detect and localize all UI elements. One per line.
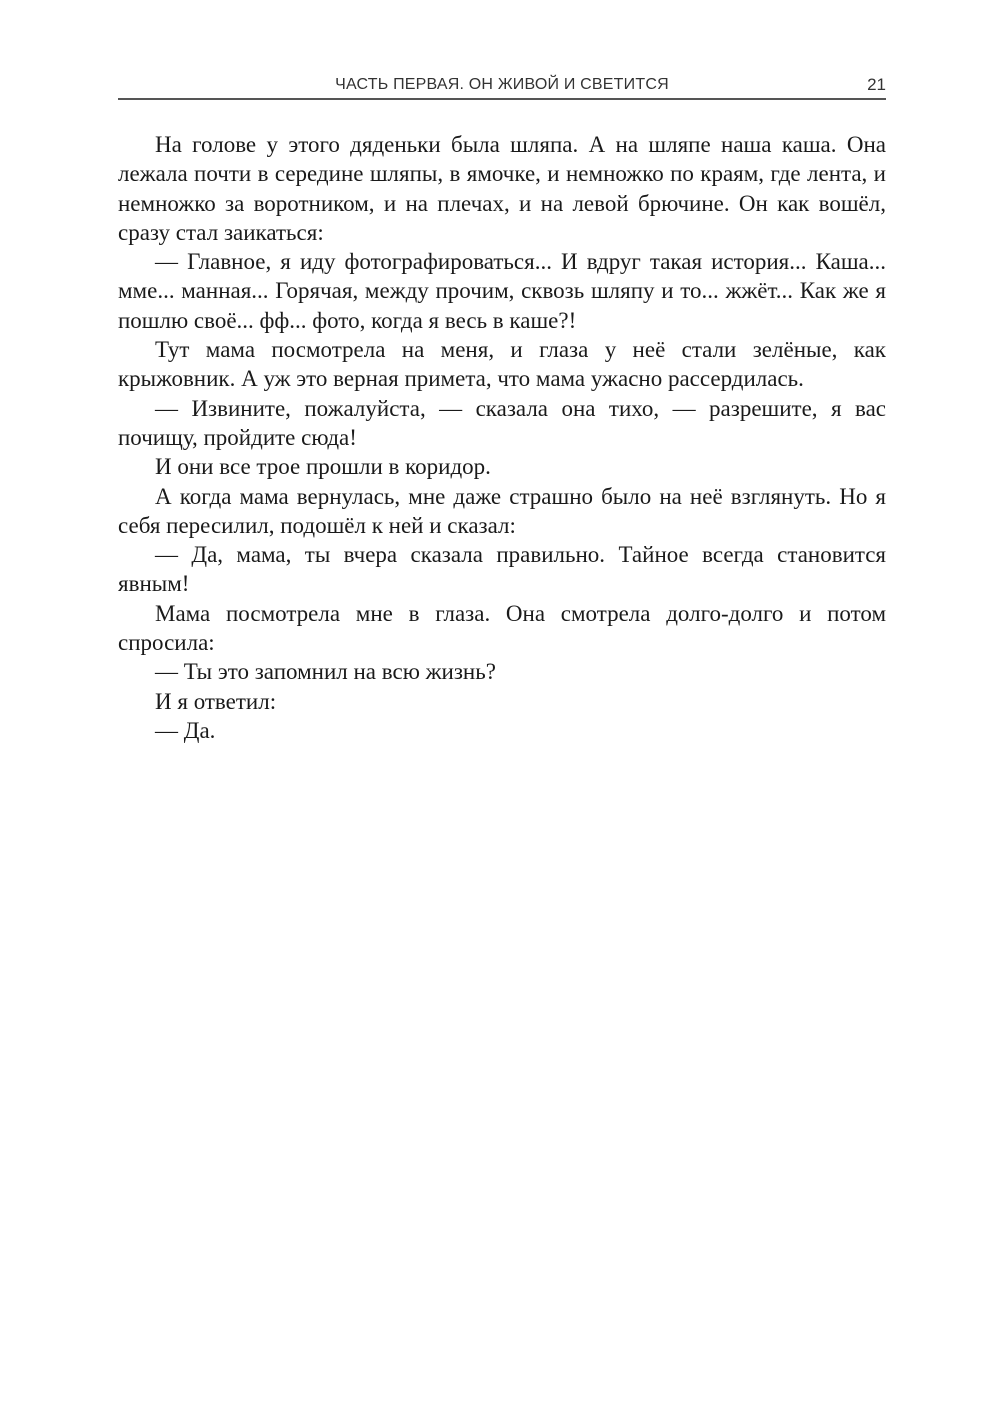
body-text <box>118 130 886 745</box>
paragraph: — Извините, пожалуйста, — сказала она тихо, — разрешите, я вас почищу, пройдите сюда! <box>118 395 886 450</box>
paragraph: — Да, мама, ты вчера сказала правильно. Тайное всегда становится явным! <box>118 542 886 597</box>
paragraph: Тут мама посмотрела на меня, и глаза у неё стали зелёные, как крыжовник. А уж это верная примета, что мама ужасно рассердилась. <box>118 337 886 392</box>
running-title: ЧАСТЬ ПЕРВАЯ. ОН ЖИВОЙ И СВЕТИТСЯ <box>335 76 669 93</box>
paragraph: И я ответил: <box>155 688 277 714</box>
paragraph: — Ты это запомнил на всю жизнь? <box>155 659 496 685</box>
paragraph: А когда мама вернулась, мне даже страшно было на неё взглянуть. Но я себя пересилил, подошёл к ней и сказал: <box>118 483 886 538</box>
running-header <box>118 74 886 100</box>
paragraph: — Да. <box>155 717 216 743</box>
page-number: 21 <box>867 75 886 94</box>
paragraph: — Главное, я иду фотографироваться... И вдруг такая история... Каша... мме... манная... Горячая, между прочим, сквозь шляпу и то... жжёт... Как же я пошлю своё... фф... фото, когда я весь в каше?! <box>118 249 886 333</box>
paragraph: На голове у этого дяденьки была шляпа. А на шляпе наша каша. Она лежала почти в середине шляпы, в ямочке, и немножко по краям, где лента, и немножко за воротником, и на плечах, и на левой брючине. Он как вошёл, сразу стал заикаться: <box>118 132 886 245</box>
paragraph: Мама посмотрела мне в глаза. Она смотрела долго-долго и потом спросила: <box>118 600 886 656</box>
paragraph: И они все трое прошли в коридор. <box>155 454 491 480</box>
